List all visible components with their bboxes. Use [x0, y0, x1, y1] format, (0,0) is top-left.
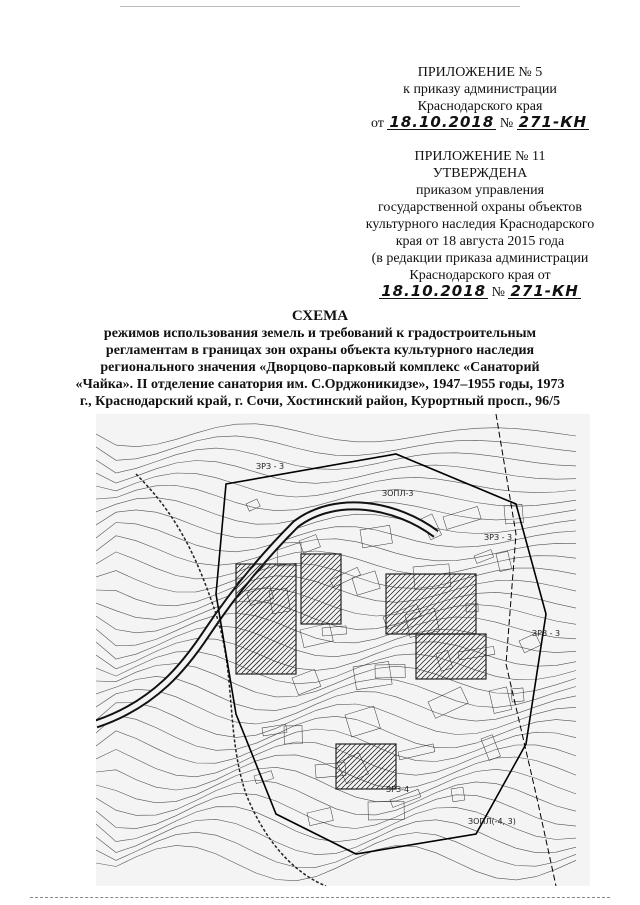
map-label: ЗРЗ - 3: [532, 629, 561, 638]
appendix-11-title: ПРИЛОЖЕНИЕ № 11: [414, 149, 546, 164]
appendix-11-date-line: [340, 284, 620, 301]
document-title: [20, 308, 620, 410]
appendix-5-block: [360, 64, 600, 132]
handwritten-date: 18.10.2018: [389, 113, 495, 131]
map-label: ЗРЗ - 3: [256, 462, 285, 471]
appendix-11-line3: приказом управления: [415, 183, 545, 198]
handwritten-number: 271-КН: [518, 113, 588, 131]
map-label: ЗРЗ - 3: [484, 533, 513, 542]
appendix-5-date-line: [360, 115, 600, 132]
appendix-11-line4: государственной охраны объектов: [378, 200, 582, 215]
from-prefix: от: [370, 116, 384, 131]
appendix-5-title: ПРИЛОЖЕНИЕ № 5: [417, 65, 543, 80]
title-line: г., Краснодарский край, г. Сочи, Хостинский район, Курортный просп., 96/5: [79, 394, 561, 409]
number-sign: №: [491, 285, 505, 300]
appendix-11-line7: (в редакции приказа администрации: [371, 251, 589, 266]
map-label: ЗОПЛ-3: [382, 489, 414, 498]
map-label: ЗРЗ-4: [386, 785, 410, 794]
handwritten-number: 271-КН: [510, 282, 579, 300]
bottom-rule: [30, 897, 610, 898]
title-line: режимов использования земель и требований к градостроительным: [103, 326, 537, 341]
appendix-11-block: [340, 148, 620, 301]
number-sign: №: [499, 116, 514, 131]
map-background: [96, 414, 590, 886]
appendix-11-line8: Краснодарского края от: [409, 268, 551, 283]
appendix-11-line5: культурного наследия Краснодарского: [365, 217, 595, 232]
title-heading: СХЕМА: [291, 308, 349, 324]
title-line: регионального значения «Дворцово-парковый комплекс «Санаторий: [100, 360, 540, 375]
top-rule: [120, 6, 520, 7]
appendix-5-line3: Краснодарского края: [417, 99, 543, 114]
approved-label: УТВЕРЖДЕНА: [432, 166, 528, 181]
zoning-map: [96, 414, 590, 886]
title-line: регламентам в границах зон охраны объекта культурного наследия: [105, 343, 535, 358]
handwritten-date: 18.10.2018: [381, 282, 487, 300]
appendix-5-line2: к приказу администрации: [403, 82, 557, 97]
title-line: «Чайка». II отделение санатория им. С.Орджоникидзе», 1947–1955 годы, 1973: [75, 377, 565, 392]
appendix-11-line6: края от 18 августа 2015 года: [395, 234, 565, 249]
map-label: ЗОПЛ(-4, 3): [468, 817, 516, 826]
